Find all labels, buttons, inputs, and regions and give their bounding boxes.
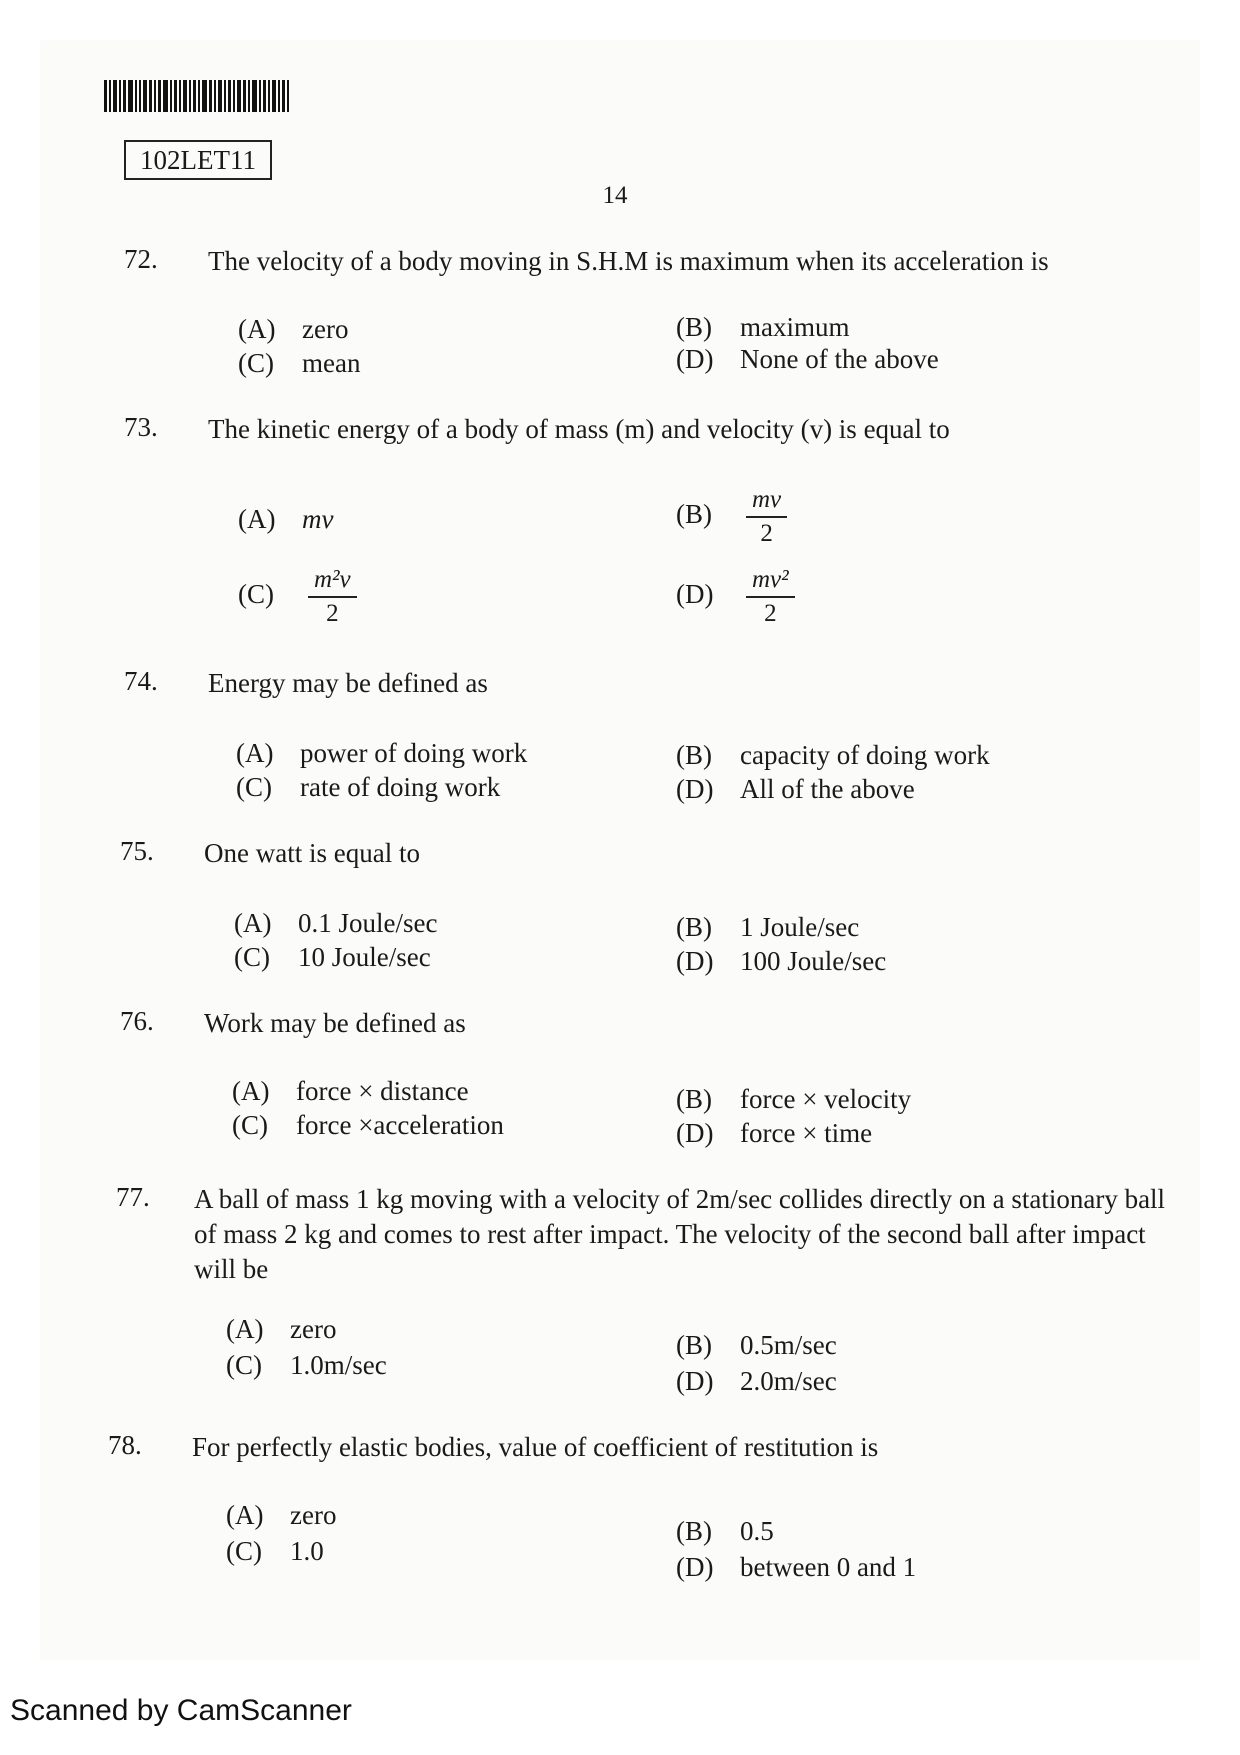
option-c: (C) 1.0m/sec — [226, 1350, 387, 1380]
barcode-bar — [158, 80, 161, 112]
option-a: (A) power of doing work — [236, 738, 528, 768]
option-b: (B) 0.5 — [676, 1516, 774, 1546]
barcode-bar — [174, 80, 177, 112]
option-c: (C) 10 Joule/sec — [234, 942, 431, 972]
barcode-bar — [252, 80, 257, 112]
barcode-bar — [202, 80, 207, 112]
option-d: (D) between 0 and 1 — [676, 1552, 917, 1582]
option-c: (C) $\frac{\text{m²v}}{2}$ — [238, 564, 357, 630]
barcode-bar — [128, 80, 133, 112]
option-b: (B) 0.5m/sec — [676, 1330, 837, 1360]
question-text: Work may be defined as — [204, 1008, 466, 1038]
option-b: (B) maximum — [676, 312, 850, 342]
option-d: (D) 2.0m/sec — [676, 1366, 837, 1396]
barcode-bar — [228, 80, 231, 112]
question-number: 76. — [120, 1006, 154, 1036]
question-number: 72. — [124, 244, 158, 274]
barcode-bar — [170, 80, 172, 112]
option-b: (B) 1 Joule/sec — [676, 912, 860, 942]
barcode-bar — [189, 80, 191, 112]
option-a: (A) mv — [238, 504, 334, 534]
barcode-bar — [287, 80, 289, 112]
barcode-bar — [237, 80, 241, 112]
barcode-bar — [109, 80, 111, 112]
barcode-bar — [149, 80, 152, 112]
barcode-bar — [143, 80, 147, 112]
question-text: The velocity of a body moving in S.H.M is maximum when its acceleration is — [208, 246, 1049, 276]
barcode-bar — [139, 80, 141, 112]
barcode-bar — [218, 80, 222, 112]
option-b: (B) $\frac{mv}{2}$ — [676, 484, 787, 550]
barcode-bar — [104, 80, 107, 112]
question-number: 78. — [108, 1430, 142, 1460]
option-d: (D) All of the above — [676, 774, 915, 804]
option-a: (A) zero — [226, 1314, 337, 1344]
option-b: (B) capacity of doing work — [676, 740, 990, 770]
option-c: (C) force ×acceleration — [232, 1110, 504, 1140]
question-text: For perfectly elastic bodies, value of coefficient of restitution is — [192, 1432, 879, 1462]
fraction: $\frac{\text{m²v}}{2}$ — [308, 564, 357, 630]
barcode-bar — [209, 80, 212, 112]
question-number: 77. — [116, 1182, 150, 1212]
question-number: 75. — [120, 836, 154, 866]
option-d: (D) 100 Joule/sec — [676, 946, 887, 976]
question-text: A ball of mass 1 kg moving with a velocity of 2m/sec collides directly on a stationary ball of mass 2 kg and comes to rest after impact. The velocity of the second ball after impact will be — [194, 1184, 1166, 1284]
question-number: 73. — [124, 412, 158, 442]
barcode-bar — [233, 80, 235, 112]
barcode-bar — [263, 80, 266, 112]
option-b: (B) force × velocity — [676, 1084, 912, 1114]
barcode-bar — [119, 80, 121, 112]
option-a: (A) 0.1 Joule/sec — [234, 908, 438, 938]
barcode-bar — [272, 80, 276, 112]
barcode-bar — [135, 80, 137, 112]
fraction: $\frac{mv}{2}$ — [746, 484, 787, 550]
option-d: (D) $\frac{\text{mv²}}{2}$ — [676, 564, 795, 630]
paper-code: 102LET11 — [124, 140, 272, 180]
option-a: (A) force × distance — [232, 1076, 469, 1106]
barcode-bar — [123, 80, 126, 112]
barcode-bar — [243, 80, 246, 112]
option-d: (D) None of the above — [676, 344, 939, 374]
option-a: (A) zero — [238, 314, 349, 344]
option-c: (C) mean — [238, 348, 361, 378]
barcode-bar — [198, 80, 200, 112]
barcode-bar — [282, 80, 285, 112]
scanner-watermark: Scanned by CamScanner — [10, 1694, 352, 1727]
barcode-bar — [214, 80, 216, 112]
barcode-bar — [179, 80, 181, 112]
barcode-bar — [113, 80, 117, 112]
barcode-bar — [163, 80, 168, 112]
barcode-bar — [259, 80, 261, 112]
barcode-bar — [224, 80, 226, 112]
option-a: (A) zero — [226, 1500, 337, 1530]
question-number: 74. — [124, 666, 158, 696]
barcode-bar — [268, 80, 270, 112]
barcode-bar — [193, 80, 196, 112]
option-c: (C) 1.0 — [226, 1536, 324, 1566]
option-c: (C) rate of doing work — [236, 772, 501, 802]
barcode — [104, 80, 376, 112]
question-text: One watt is equal to — [204, 838, 420, 868]
barcode-bar — [154, 80, 156, 112]
option-d: (D) force × time — [676, 1118, 873, 1148]
barcode-bar — [278, 80, 280, 112]
fraction: $\frac{\text{mv²}}{2}$ — [746, 564, 795, 630]
page-number: 14 — [602, 182, 628, 209]
barcode-bar — [248, 80, 250, 112]
barcode-bar — [183, 80, 187, 112]
question-text: The kinetic energy of a body of mass (m) and velocity (v) is equal to — [208, 414, 950, 444]
question-text: Energy may be defined as — [208, 668, 488, 698]
